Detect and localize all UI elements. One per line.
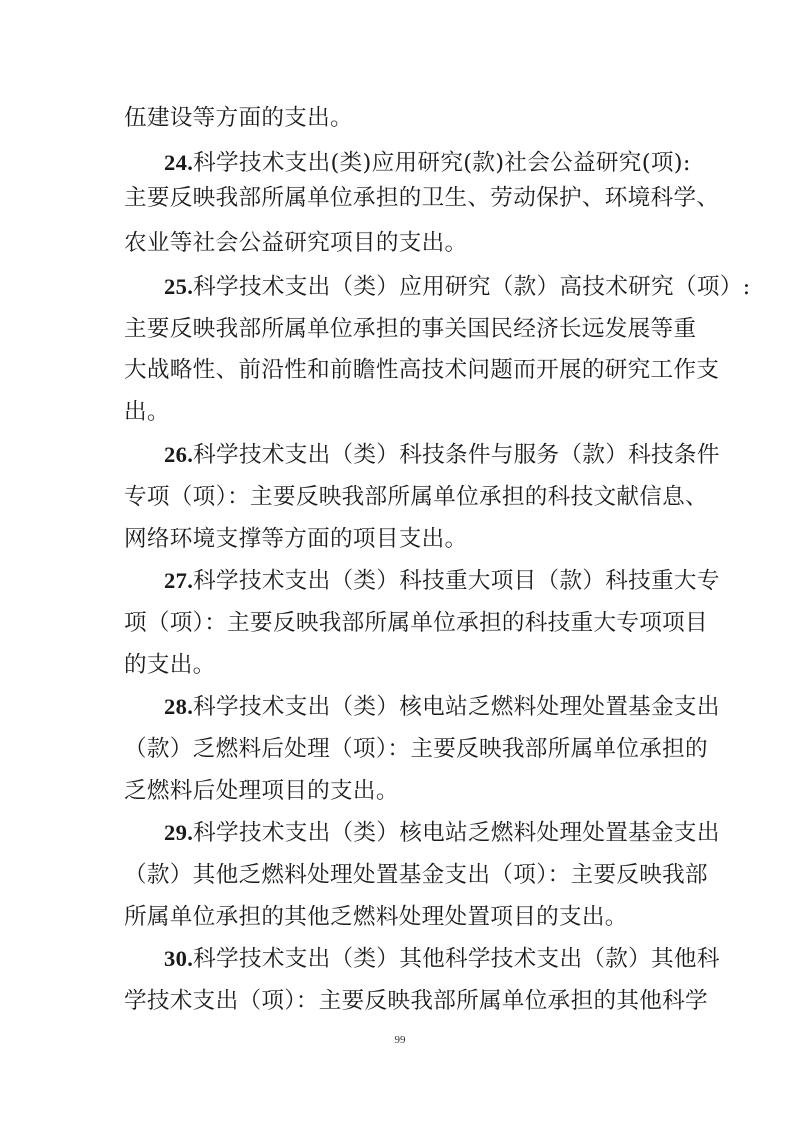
item-27-line-2: 项（项）：主要反映我部所属单位承担的科技重大专项项目	[124, 610, 708, 636]
item-24-line-1	[164, 148, 691, 178]
page-number: 99	[394, 1034, 406, 1046]
item-text: 科学技术支出(类)应用研究(款)社会公益研究(项):	[193, 150, 691, 176]
item-text: 科学技术支出（类）科技重大项目（款）科技重大专	[193, 568, 720, 594]
item-24-line-3: 农业等社会公益研究项目的支出。	[124, 230, 468, 256]
item-26-line-3: 网络环境支撑等方面的项目支出。	[124, 526, 468, 552]
item-25-line-4: 出。	[124, 399, 170, 425]
item-text: 科学技术支出（类）其他科学技术支出（款）其他科	[193, 946, 720, 972]
item-text: 科学技术支出（类）核电站乏燃料处理处置基金支出	[193, 820, 720, 846]
intro-line	[124, 103, 684, 133]
item-25-line-3: 大战略性、前沿性和前瞻性高技术问题而开展的研究工作支	[124, 357, 720, 383]
item-25-line-2: 主要反映我部所属单位承担的事关国民经济长远发展等重	[124, 316, 697, 342]
item-28-line-1	[164, 692, 720, 722]
item-29-line-3: 所属单位承担的其他乏燃料处理处置项目的支出。	[124, 904, 628, 930]
item-30-line-2: 学技术支出（项）：主要反映我部所属单位承担的其他科学	[124, 988, 708, 1014]
item-number: 24.	[164, 150, 194, 175]
item-29-line-1	[164, 818, 720, 848]
item-number: 29.	[164, 820, 194, 845]
item-24-line-2: 主要反映我部所属单位承担的卫生、劳动保护、环境科学、	[124, 185, 720, 211]
item-number: 26.	[164, 442, 194, 467]
item-29-line-2: （款）其他乏燃料处理处置基金支出（项）：主要反映我部	[124, 862, 708, 888]
item-26-line-2: 专项（项）：主要反映我部所属单位承担的科技文献信息、	[124, 484, 708, 510]
item-26-line-1	[164, 440, 720, 470]
item-number: 25.	[164, 274, 194, 299]
item-number: 30.	[164, 946, 194, 971]
item-28-line-3: 乏燃料后处理项目的支出。	[124, 778, 399, 804]
item-28-line-2: （款）乏燃料后处理（项）：主要反映我部所属单位承担的	[124, 736, 708, 762]
item-text: 科学技术支出（类）核电站乏燃料处理处置基金支出	[193, 694, 720, 720]
item-30-line-1	[164, 944, 720, 974]
item-25-line-1	[164, 272, 751, 302]
item-text: 科学技术支出（类）应用研究（款）高技术研究（项）:	[193, 274, 751, 300]
item-number: 27.	[164, 568, 194, 593]
item-text: 科学技术支出（类）科技条件与服务（款）科技条件	[193, 442, 720, 468]
item-27-line-3: 的支出。	[124, 652, 216, 678]
item-number: 28.	[164, 694, 194, 719]
intro-text: 伍建设等方面的支出。	[124, 105, 353, 131]
item-27-line-1	[164, 566, 720, 596]
